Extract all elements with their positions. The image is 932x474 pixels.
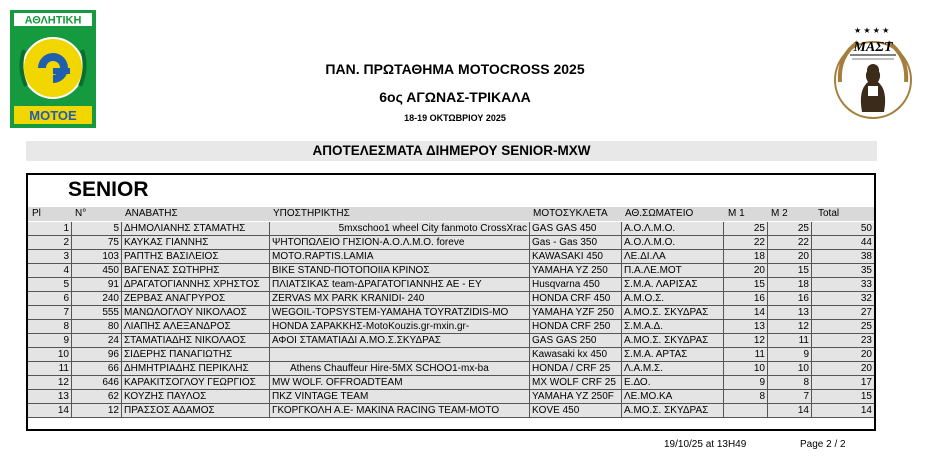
cell-rider: ΠΡΑΣΣΟΣ ΑΔΑΜΟΣ	[122, 404, 270, 417]
table-row	[28, 292, 874, 306]
table-row	[28, 334, 874, 348]
svg-text:ΑΘΛΗΤΙΚΗ: ΑΘΛΗΤΙΚΗ	[24, 14, 82, 27]
cell-club: Σ.Μ.Α. ΛΑΡΙΣΑΣ	[622, 278, 724, 291]
cell-rider: ΣΤΑΜΑΤΙΑΔΗΣ ΝΙΚΟΛΑΟΣ	[122, 334, 270, 347]
cell-no: 24	[72, 334, 122, 347]
cell-m1: 14	[724, 306, 768, 319]
table-row	[28, 222, 874, 236]
table-row	[28, 278, 874, 292]
cell-bike: Gas - Gas 350	[530, 236, 622, 249]
cell-m1	[724, 404, 768, 417]
cell-no: 75	[72, 236, 122, 249]
cell-m2: 14	[768, 404, 812, 417]
cell-sponsor: ZERVAS MX PARK KRANIDI- 240	[270, 292, 530, 305]
cell-rider: ΣΙΔΕΡΗΣ ΠΑΝΑΓΙΩΤΗΣ	[122, 348, 270, 361]
table-row	[28, 320, 874, 334]
table-row	[28, 390, 874, 404]
cell-sponsor	[270, 348, 530, 361]
cell-club: Α.ΜΟ.Σ. ΣΚΥΔΡΑΣ	[622, 334, 724, 347]
cell-sponsor: 5mxschoo1 wheel City fanmoto CrossXrac	[270, 222, 530, 235]
cell-bike: Husqvarna 450	[530, 278, 622, 291]
cell-m2: 22	[768, 236, 812, 249]
cell-m1: 12	[724, 334, 768, 347]
cell-sponsor: MOTO.RAPTIS.LAMIA	[270, 250, 530, 263]
cell-sponsor: ΨΗΤΟΠΩΛΕΙΟ ΓΗΣΙΟΝ-Α.Ο.Λ.Μ.Ο. foreve	[270, 236, 530, 249]
cell-m2: 9	[768, 348, 812, 361]
cell-sponsor: BIKE STAND-ΠΟΤΟΠΟΙΙΑ ΚΡΙΝΟΣ	[270, 264, 530, 277]
header-m2: M 2	[771, 208, 788, 219]
table-row	[28, 264, 874, 278]
cell-rider: ΡΑΠΤΗΣ ΒΑΣΙΛΕΙΟΣ	[122, 250, 270, 263]
cell-bike: HONDA / CRF 25	[530, 362, 622, 375]
cell-pl: 5	[28, 278, 72, 291]
cell-m1: 13	[724, 320, 768, 333]
cell-no: 66	[72, 362, 122, 375]
cell-club: Σ.Μ.Α. ΑΡΤΑΣ	[622, 348, 724, 361]
svg-text:ΜΟΤΟΕ: ΜΟΤΟΕ	[29, 108, 77, 123]
cell-bike: MX WOLF CRF 25	[530, 376, 622, 389]
cell-rider: ΚΑΥΚΑΣ ΓΙΑΝΝΗΣ	[122, 236, 270, 249]
cell-m2: 25	[768, 222, 812, 235]
cell-sponsor: ΑΦΟΙ ΣΤΑΜΑΤΙΑΔΙ Α.ΜΟ.Σ.ΣΚΥΔΡΑΣ	[270, 334, 530, 347]
table-row	[28, 348, 874, 362]
cell-m2: 16	[768, 292, 812, 305]
header-rider: ΑΝΑΒΑΤΗΣ	[125, 208, 178, 219]
cell-bike: YAMAHA YZF 250	[530, 306, 622, 319]
event-subtitle: 6ος ΑΓΩΝΑΣ-ΤΡΙΚΑΛΑ	[379, 89, 531, 105]
cell-total: 32	[860, 293, 872, 304]
table-row	[28, 306, 874, 320]
cell-m1: 16	[724, 292, 768, 305]
cell-total: 25	[860, 321, 872, 332]
cell-m1: 22	[724, 236, 768, 249]
cell-rider: ΔΗΜΗΤΡΙΑΔΗΣ ΠΕΡΙΚΛΗΣ	[122, 362, 270, 375]
header-sponsor: ΥΠΟΣΤΗΡΙΚΤΗΣ	[273, 208, 350, 219]
cell-sponsor: ΓΚΟΡΓΚΟΛΗ Α.Ε- MAKINA RACING TEAM-MOTO	[270, 404, 530, 417]
cell-sponsor: WEGOIL-TOPSYSTEM-YAMAHA TOYRATZIDIS-MO	[270, 306, 530, 319]
cell-bike: HONDA CRF 450	[530, 292, 622, 305]
cell-pl: 8	[28, 320, 72, 333]
cell-bike: Kawasaki kx 450	[530, 348, 622, 361]
cell-sponsor: HONDA ΣΑΡΑΚΚΗΣ-MotoKouzis.gr-mxin.gr-	[270, 320, 530, 333]
cell-club: Λ.Α.Μ.Σ.	[622, 362, 724, 375]
mast-logo	[832, 24, 914, 124]
cell-total: 35	[860, 265, 872, 276]
header-total: Total	[818, 208, 840, 219]
cell-no: 555	[72, 306, 122, 319]
cell-pl: 12	[28, 376, 72, 389]
category-title: SENIOR	[68, 178, 149, 201]
cell-no: 80	[72, 320, 122, 333]
cell-no: 646	[72, 376, 122, 389]
table-row	[28, 236, 874, 250]
cell-bike: HONDA CRF 250	[530, 320, 622, 333]
cell-bike: KOVE 450	[530, 404, 622, 417]
cell-m1: 15	[724, 278, 768, 291]
cell-m2: 8	[768, 376, 812, 389]
cell-club: Α.ΜΟ.Σ. ΣΚΥΔΡΑΣ	[622, 306, 724, 319]
cell-total: 20	[860, 363, 872, 374]
cell-club: Ε.ΔΟ.	[622, 376, 724, 389]
cell-club: ΛΕ.ΜΟ.ΚΑ	[622, 390, 724, 403]
cell-no: 240	[72, 292, 122, 305]
cell-club: Α.ΜΟ.Σ. ΣΚΥΔΡΑΣ	[622, 404, 724, 417]
cell-m2: 20	[768, 250, 812, 263]
cell-no: 96	[72, 348, 122, 361]
header-pl: Pl	[32, 208, 41, 219]
cell-m2: 13	[768, 306, 812, 319]
cell-bike: YAMAHA YZ 250	[530, 264, 622, 277]
cell-pl: 10	[28, 348, 72, 361]
header-m1: M 1	[728, 208, 745, 219]
cell-total: 17	[860, 377, 872, 388]
svg-text:ΜΑΣΤ: ΜΑΣΤ	[853, 40, 893, 55]
cell-rider: ΜΑΝΩΛΟΓΛΟΥ ΝΙΚΟΛΑΟΣ	[122, 306, 270, 319]
results-banner: ΑΠΟΤΕΛΕΣΜΑΤΑ ΔΙΗΜΕΡΟΥ SENIOR-MXW	[26, 141, 877, 161]
table-header	[28, 207, 874, 221]
cell-pl: 2	[28, 236, 72, 249]
cell-total: 23	[860, 335, 872, 346]
cell-total: 44	[860, 237, 872, 248]
cell-pl: 11	[28, 362, 72, 375]
cell-bike: GAS GAS 450	[530, 222, 622, 235]
cell-total: 15	[860, 391, 872, 402]
cell-total: 20	[860, 349, 872, 360]
cell-m1: 20	[724, 264, 768, 277]
cell-bike: YAMAHA YZ 250F	[530, 390, 622, 403]
cell-m1: 9	[724, 376, 768, 389]
cell-rider: ΛΙΑΠΗΣ ΑΛΕΞΑΝΔΡΟΣ	[122, 320, 270, 333]
page-number: Page 2 / 2	[800, 439, 846, 450]
cell-no: 91	[72, 278, 122, 291]
cell-bike: GAS GAS 250	[530, 334, 622, 347]
cell-rider: ΒΑΓΕΝΑΣ ΣΩΤΗΡΗΣ	[122, 264, 270, 277]
cell-m2: 18	[768, 278, 812, 291]
cell-m1: 10	[724, 362, 768, 375]
cell-m1: 11	[724, 348, 768, 361]
cell-rider: ΖΕΡΒΑΣ ΑΝΑΓΡΥΡΟΣ	[122, 292, 270, 305]
cell-m2: 12	[768, 320, 812, 333]
cell-total: 50	[860, 223, 872, 234]
cell-bike: KAWASAKI 450	[530, 250, 622, 263]
cell-rider: ΔΗΜΟΛΙΑΝΗΣ ΣΤΑΜΑΤΗΣ	[122, 222, 270, 235]
cell-pl: 1	[28, 222, 72, 235]
cell-m1: 18	[724, 250, 768, 263]
cell-total: 27	[860, 307, 872, 318]
cell-club: Α.Ο.Λ.Μ.Ο.	[622, 236, 724, 249]
cell-sponsor: ΠΚΖ VINTAGE TEAM	[270, 390, 530, 403]
cell-pl: 3	[28, 250, 72, 263]
cell-pl: 6	[28, 292, 72, 305]
cell-m1: 8	[724, 390, 768, 403]
header-club: ΑΘ.ΣΩΜΑΤΕΙΟ	[625, 208, 694, 219]
cell-m2: 15	[768, 264, 812, 277]
table-row	[28, 250, 874, 264]
cell-m2: 7	[768, 390, 812, 403]
cell-club: Α.Ο.Λ.Μ.Ο.	[622, 222, 724, 235]
svg-text:★ ★ ★ ★: ★ ★ ★ ★	[854, 26, 890, 35]
cell-pl: 7	[28, 306, 72, 319]
cell-total: 38	[860, 251, 872, 262]
cell-no: 450	[72, 264, 122, 277]
print-timestamp: 19/10/25 at 13H49	[664, 439, 747, 450]
athlitiki-motoe-logo	[10, 10, 96, 128]
cell-total: 33	[860, 279, 872, 290]
header-no: N°	[75, 208, 87, 219]
cell-rider: ΚΟΥΖΗΣ ΠΑΥΛΟΣ	[122, 390, 270, 403]
table-row	[28, 404, 874, 418]
cell-sponsor: Athens Chauffeur Hire-5MX SCHOO1-mx-ba	[270, 362, 530, 375]
cell-pl: 9	[28, 334, 72, 347]
table-row	[28, 362, 874, 376]
cell-total: 14	[860, 405, 872, 416]
event-dates: 18-19 ΟΚΤΩΒΡΙΟΥ 2025	[404, 113, 506, 123]
cell-m2: 10	[768, 362, 812, 375]
cell-rider: ΔΡΑΓΑΤΟΓΙΑΝΝΗΣ ΧΡΗΣΤΟΣ	[122, 278, 270, 291]
table-row	[28, 376, 874, 390]
cell-club: ΛΕ.ΔΙ.ΛΑ	[622, 250, 724, 263]
cell-no: 12	[72, 404, 122, 417]
cell-pl: 14	[28, 404, 72, 417]
cell-no: 62	[72, 390, 122, 403]
championship-title: ΠΑΝ. ΠΡΩΤΑΘΗΜΑ MOTOCROSS 2025	[325, 61, 585, 77]
cell-pl: 4	[28, 264, 72, 277]
cell-rider: ΚΑΡΑΚΙΤΣΟΓΛΟΥ ΓΕΩΡΓΙΟΣ	[122, 376, 270, 389]
cell-club: Σ.Μ.Α.Δ.	[622, 320, 724, 333]
cell-sponsor: MW WOLF. OFFROADTEAM	[270, 376, 530, 389]
cell-sponsor: ΠΛΙΑΤΣΙΚΑΣ team-ΔΡΑΓΑΤΟΓΙΑΝΝΗΣ ΑΕ - ΕΥ	[270, 278, 530, 291]
cell-no: 5	[72, 222, 122, 235]
cell-pl: 13	[28, 390, 72, 403]
cell-no: 103	[72, 250, 122, 263]
cell-club: Α.Μ.Ο.Σ.	[622, 292, 724, 305]
cell-club: Π.Α.ΛΕ.ΜΟΤ	[622, 264, 724, 277]
cell-m2: 11	[768, 334, 812, 347]
cell-m1: 25	[724, 222, 768, 235]
header-bike: ΜΟΤΟΣΥΚΛΕΤΑ	[533, 208, 608, 219]
